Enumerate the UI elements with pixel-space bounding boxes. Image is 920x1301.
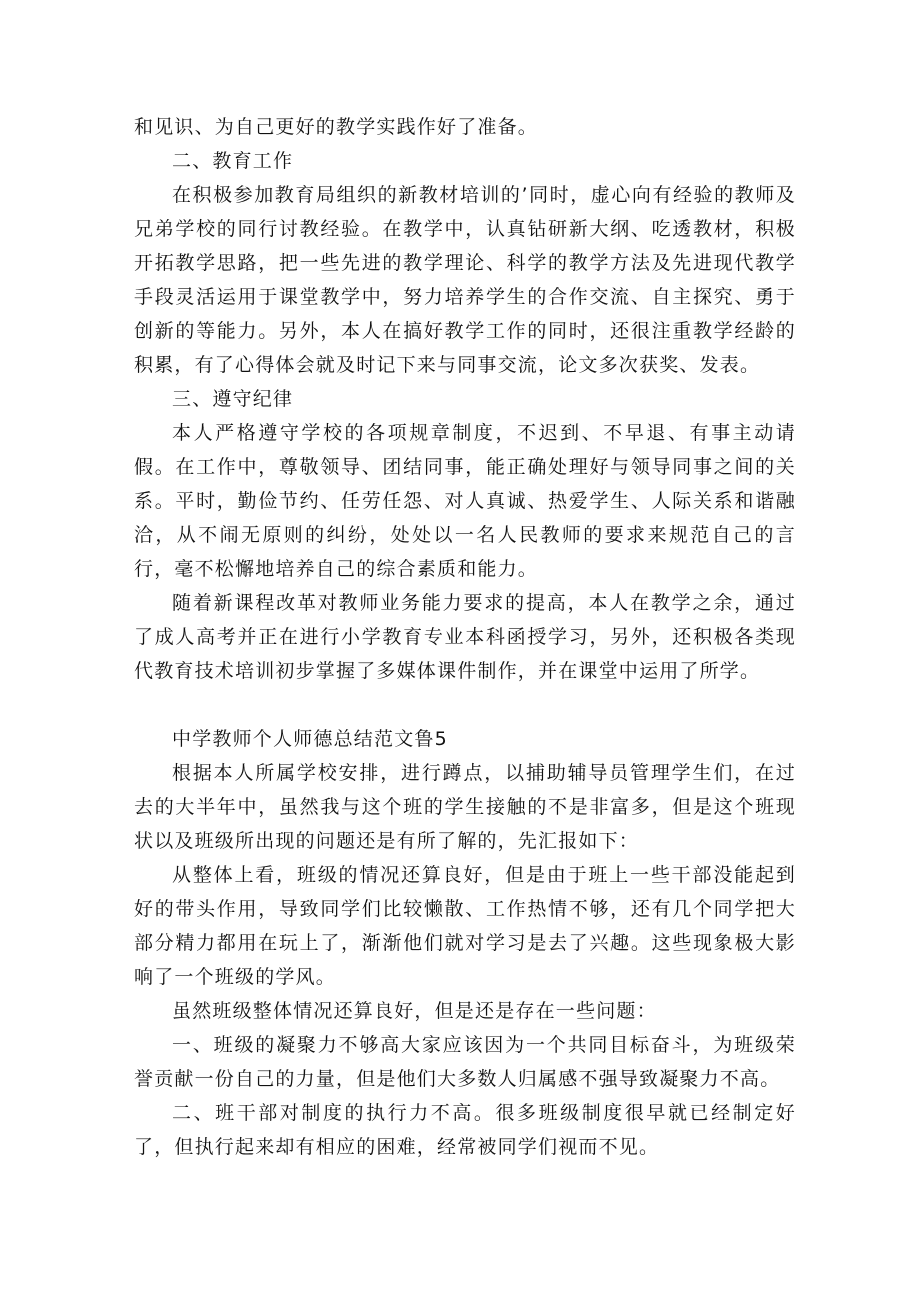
paragraph-continuation: 和见识、为自己更好的教学实践作好了准备。 xyxy=(134,116,539,138)
section-title: 中学教师个人师德总结范文鲁5 xyxy=(172,728,448,750)
paragraph-overall: 从整体上看，班级的情况还算良好，但是由于班上一些干部没能起到好的带头作用，导致同学们比较懒散、工作热情不够，还有几个同学把大部分精力都用在玩上了，渐渐他们就对学习是去了兴趣。这些现象极大影响了一个班级的学风。 xyxy=(134,864,796,988)
paragraph-problem-execution: 二、班干部对制度的执行力不高。很多班级制度很早就已经制定好了，但执行起来却有相应的困难，经常被同学们视而不见。 xyxy=(134,1102,796,1158)
heading-education-work: 二、教育工作 xyxy=(172,150,294,172)
document-body xyxy=(134,110,796,1164)
paragraph-education-work: 在积极参加教育局组织的新教材培训的’同时，虚心向有经验的教师及兄弟学校的同行讨教经验。在教学中，认真钻研新大纲、吃透教材，积极开拓教学思路，把一些先进的教学理论、科学的教学方法及先进现代教学手段灵活运用于课堂教学中，努力培养学生的合作交流、自主探究、勇于创新的等能力。另外，本人在搞好教学工作的同时，还很注重教学经龄的积累，有了心得体会就及时记下来与同事交流，论文多次获奖、发表。 xyxy=(134,184,796,376)
heading-discipline: 三、遵守纪律 xyxy=(172,388,294,410)
paragraph-problems-intro: 虽然班级整体情况还算良好，但是还是存在一些问题： xyxy=(172,1000,657,1022)
paragraph-arrangement: 根据本人所属学校安排，进行蹲点，以捕助辅导员管理学生们，在过去的大半年中，虽然我与这个班的学生接触的不是非富多，但是这个班现状以及班级所出现的问题还是有所了解的，先汇报如下： xyxy=(134,762,796,852)
paragraph-further-study: 随着新课程改革对教师业务能力要求的提高，本人在教学之余，通过了成人高考并正在进行小学教育专业本科函授学习，另外，还积极各类现代教育技术培训初步掌握了多媒体课件制作，并在课堂中运用了所学。 xyxy=(134,592,796,682)
blank-line xyxy=(134,688,796,722)
paragraph-discipline: 本人严格遵守学校的各项规章制度，不迟到、不早退、有事主动请假。在工作中，尊敬领导、团结同事，能正确处理好与领导同事之间的关系。平时，勤俭节约、任劳任怨、对人真诚、热爱学生、人际关系和谐融洽，从不闹无原则的纠纷，处处以一名人民教师的要求来规范自己的言行，毫不松懈地培养自己的综合素质和能力。 xyxy=(134,422,796,580)
paragraph-problem-cohesion: 一、班级的凝聚力不够高大家应该因为一个共同目标奋斗，为班级荣誉贡献一份自己的力量，但是他们大多数人归属感不强导致凝聚力不高。 xyxy=(134,1034,796,1090)
